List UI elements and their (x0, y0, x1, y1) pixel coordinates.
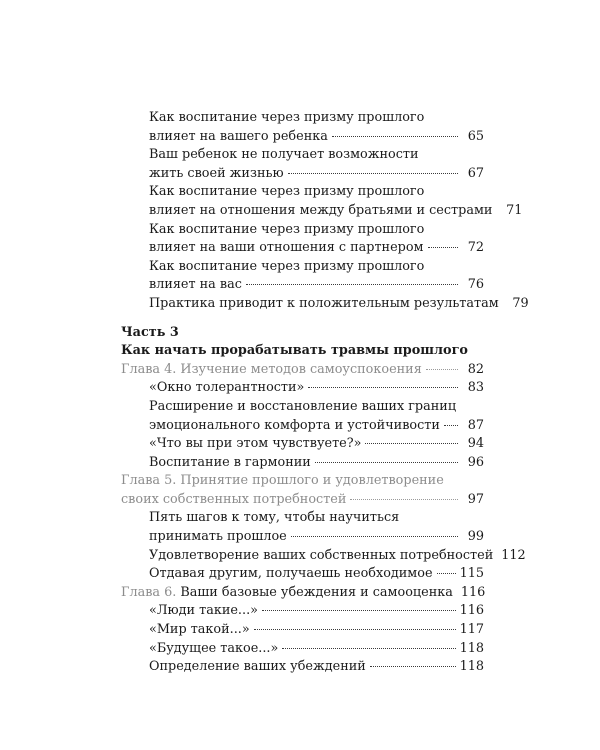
dot-leader (444, 425, 458, 426)
page-number: 82 (467, 361, 484, 377)
dot-leader (428, 247, 458, 248)
dot-leader (262, 610, 456, 611)
toc-entry: «Мир такой...» 117 (0, 621, 600, 640)
page-number: 83 (467, 380, 484, 396)
page-number: 67 (467, 165, 484, 181)
toc-entry-line: Как воспитание через призму прошлого (149, 110, 425, 125)
chapter-entry: своих собственных потребностей 97 (0, 491, 600, 510)
toc-entry: влияет на вас 76 (0, 276, 600, 295)
chapter-entry: Глава 4. Изучение методов самоуспокоения 82 (0, 361, 600, 380)
toc-entry: эмоционального комфорта и устойчивости 87 (0, 417, 600, 436)
toc-entry-line: Пять шагов к тому, чтобы научиться (149, 510, 400, 526)
dot-leader (350, 499, 458, 500)
dot-leader (254, 629, 456, 630)
toc-entry-line: Как воспитание через призму прошлого (149, 258, 425, 274)
toc-entry: «Люди такие...» 116 (0, 602, 600, 621)
toc-entry: влияет на вашего ребенка 65 (0, 128, 600, 147)
toc-entry: Удовлетворение ваших собственных потребностей 112 (0, 547, 600, 566)
dot-leader (246, 284, 458, 285)
dot-leader (426, 369, 458, 370)
toc-entry-line: Как воспитание через призму прошлого (149, 184, 425, 200)
page-number: 117 (459, 622, 484, 638)
page-number: 87 (467, 417, 484, 433)
toc-entry: принимать прошлое 99 (0, 528, 600, 547)
toc-entry: «Окно толерантности» 83 (0, 379, 600, 398)
page-number: 97 (467, 491, 484, 507)
toc-entry: «Будущее такое...» 118 (0, 640, 600, 659)
page-number: 76 (467, 277, 484, 293)
toc-entry: «Что вы при этом чувствуете?» 94 (0, 435, 600, 454)
toc-entry: Воспитание в гармонии 96 (0, 454, 600, 473)
dot-leader (288, 173, 458, 174)
page-number: 71 (506, 202, 523, 218)
toc-entry: Определение ваших убеждений 118 (0, 658, 600, 677)
dot-leader (282, 648, 455, 649)
toc-entry: влияет на ваши отношения с партнером 72 (0, 239, 600, 258)
toc-entry-line: Расширение и восстановление ваших границ (149, 398, 457, 414)
chapter-entry-line: Глава 5. Принятие прошлого и удовлетворение (121, 473, 444, 489)
page-number: 99 (467, 529, 484, 545)
page-number: 112 (501, 547, 526, 563)
page-number: 96 (467, 454, 484, 470)
page-number: 94 (467, 436, 484, 452)
page-number: 118 (459, 640, 484, 656)
page-number: 79 (512, 295, 529, 311)
page-number: 72 (467, 240, 484, 256)
part-title: Как начать прорабатывать травмы прошлого (121, 343, 468, 359)
page-number: 118 (459, 659, 484, 675)
toc-entry: Отдавая другим, получаешь необходимое 115 (0, 565, 600, 584)
page-number: 115 (459, 566, 484, 582)
dot-leader (308, 387, 458, 388)
dot-leader (315, 462, 458, 463)
chapter-entry: Глава 6. Ваши базовые убеждения и самооценка 116 (0, 584, 600, 603)
dot-leader (365, 443, 458, 444)
toc-entry: жить своей жизнью 67 (0, 165, 600, 184)
part-number: Часть 3 (121, 324, 179, 340)
page-number: 116 (459, 603, 484, 619)
dot-leader (332, 136, 458, 137)
dot-leader (370, 666, 456, 667)
page-number: 116 (460, 584, 486, 600)
toc-entry-line: Ваш ребенок не получает возможности (149, 147, 419, 163)
toc-entry: Практика приводит к положительным результатам 79 (0, 295, 600, 314)
dot-leader (291, 536, 458, 537)
table-of-contents (0, 109, 600, 677)
toc-entry-line: Как воспитание через призму прошлого (149, 221, 425, 237)
dot-leader (437, 573, 456, 574)
page-number: 65 (467, 128, 484, 144)
toc-entry: влияет на отношения между братьями и сестрами 71 (0, 202, 600, 221)
